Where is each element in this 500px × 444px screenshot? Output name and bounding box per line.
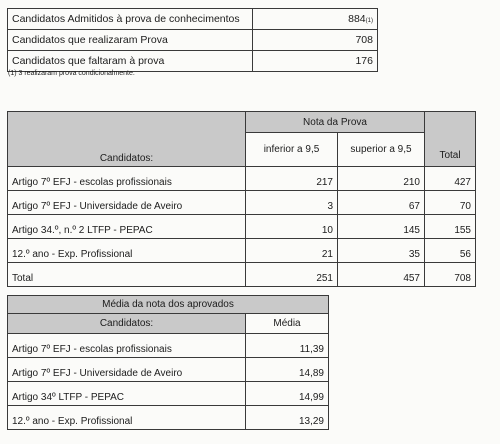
table-row bbox=[8, 167, 476, 191]
cell-above: 210 bbox=[338, 167, 425, 191]
cell-average: 11,39 bbox=[246, 334, 329, 358]
below-header: inferior a 9,5 bbox=[246, 133, 338, 167]
table-row bbox=[8, 382, 329, 406]
table-header-row bbox=[8, 112, 476, 133]
cell-total: 56 bbox=[425, 239, 476, 263]
cell-total: 427 bbox=[425, 167, 476, 191]
table-row bbox=[8, 358, 329, 382]
table-row bbox=[8, 51, 378, 72]
summary-label-absent: Candidatos que faltaram à prova bbox=[8, 51, 253, 72]
row-label: Total bbox=[8, 263, 246, 287]
cell-average: 13,29 bbox=[246, 406, 329, 430]
summary-value-took: 708 bbox=[253, 30, 378, 51]
row-label: Artigo 7º EFJ - escolas profissionais bbox=[8, 167, 246, 191]
cell-total: 708 bbox=[425, 263, 476, 287]
average-header: Média bbox=[246, 314, 329, 334]
footnote: (1) 3 realizaram prova condicionalmente. bbox=[8, 70, 135, 77]
summary-label-admitted: Candidatos Admitidos à prova de conhecimentos bbox=[8, 9, 253, 30]
cell-above: 67 bbox=[338, 191, 425, 215]
total-header: Total bbox=[425, 112, 476, 167]
table-header-row bbox=[8, 314, 329, 334]
row-label: Artigo 7º EFJ - Universidade de Aveiro bbox=[8, 191, 246, 215]
averages-table bbox=[7, 295, 329, 430]
table-header-row bbox=[8, 296, 329, 314]
table-row bbox=[8, 191, 476, 215]
averages-title: Média da nota dos aprovados bbox=[8, 296, 329, 314]
row-label: Artigo 7º EFJ - Universidade de Aveiro bbox=[8, 358, 246, 382]
table-row bbox=[8, 406, 329, 430]
summary-table bbox=[7, 8, 378, 72]
row-label: Artigo 34.º, n.º 2 LTFP - PEPAC bbox=[8, 215, 246, 239]
cell-average: 14,89 bbox=[246, 358, 329, 382]
row-label: Artigo 7º EFJ - escolas profissionais bbox=[8, 334, 246, 358]
summary-label-took: Candidatos que realizaram Prova bbox=[8, 30, 253, 51]
candidates-header: Candidatos: bbox=[8, 112, 246, 167]
summary-value-admitted: 884(1) bbox=[253, 9, 378, 30]
cell-below: 217 bbox=[246, 167, 338, 191]
footnote-marker: (1) bbox=[365, 18, 373, 24]
cell-above: 457 bbox=[338, 263, 425, 287]
table-row bbox=[8, 239, 476, 263]
cell-below: 21 bbox=[246, 239, 338, 263]
cell-below: 3 bbox=[246, 191, 338, 215]
grades-table bbox=[7, 111, 476, 287]
cell-below: 10 bbox=[246, 215, 338, 239]
cell-total: 155 bbox=[425, 215, 476, 239]
above-header: superior a 9,5 bbox=[338, 133, 425, 167]
cell-total: 70 bbox=[425, 191, 476, 215]
table-row bbox=[8, 215, 476, 239]
cell-average: 14,99 bbox=[246, 382, 329, 406]
summary-value-absent: 176 bbox=[253, 51, 378, 72]
candidates-header: Candidatos: bbox=[8, 314, 246, 334]
table-row bbox=[8, 30, 378, 51]
row-label: Artigo 34º LTFP - PEPAC bbox=[8, 382, 246, 406]
grade-group-header: Nota da Prova bbox=[246, 112, 425, 133]
cell-above: 145 bbox=[338, 215, 425, 239]
cell-below: 251 bbox=[246, 263, 338, 287]
cell-above: 35 bbox=[338, 239, 425, 263]
table-total-row bbox=[8, 263, 476, 287]
row-label: 12.º ano - Exp. Profissional bbox=[8, 239, 246, 263]
table-row bbox=[8, 9, 378, 30]
row-label: 12.º ano - Exp. Profissional bbox=[8, 406, 246, 430]
table-row bbox=[8, 334, 329, 358]
